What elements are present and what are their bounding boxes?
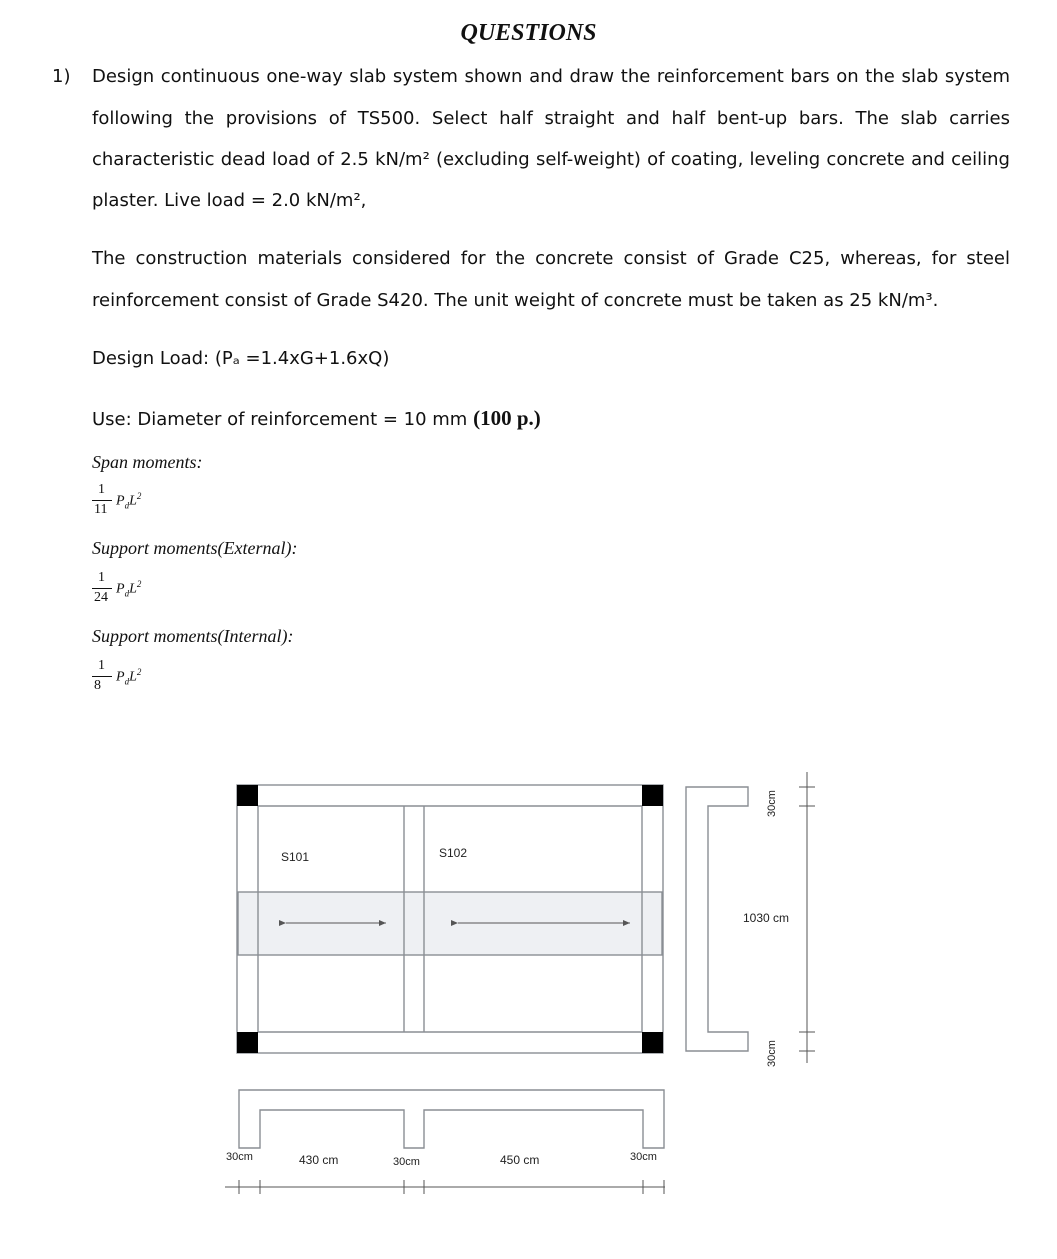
use-text: Use: Diameter of reinforcement = 10 mm [92,409,468,430]
external-num: 1 [98,570,105,585]
question-line-1: Design continuous one-way slab system shown and draw the reinforcement bars on the slab system [92,66,1010,87]
slab-label-s102: S102 [439,846,468,860]
span-moments-label: Span moments: [92,452,203,472]
dim-vertical-bottom: 30cm [766,1040,778,1067]
external-den: 24 [94,590,108,605]
design-load: Design Load: (Pₐ =1.4xG+1.6xQ) [92,348,390,369]
column-bottom-right [642,1032,663,1053]
dim-span2: 450 cm [500,1153,540,1167]
internal-moments-label: Support moments(Internal): [92,626,294,646]
dim-col2: 30cm [393,1156,420,1168]
external-expr: $P_dL^2$ [116,579,142,599]
horizontal-section-profile [239,1090,664,1148]
materials-line-1: The construction materials considered for the concrete consist of Grade C25, whereas, for steel [92,248,1010,269]
dim-vertical-total: 1030 cm [743,911,790,925]
dim-col1: 30cm [226,1151,253,1163]
page-title: QUESTIONS [460,20,597,46]
span-den: 11 [94,502,108,517]
materials-line-2: reinforcement consist of Grade S420. The unit weight of concrete must be taken as 25 kN/m³. [92,290,939,311]
dim-col3: 30cm [630,1151,657,1163]
question-line-4: plaster. Live load = 2.0 kN/m², [92,190,367,211]
dim-vertical-top: 30cm [766,790,778,817]
column-bottom-left [237,1032,258,1053]
slab-label-s101: S101 [281,850,310,864]
internal-den: 8 [94,678,101,693]
dim-span1: 430 cm [299,1153,339,1167]
question-number: 1) [52,66,71,87]
column-top-right [642,785,663,806]
span-expr: $P_dL^2$ [116,491,142,511]
span-num: 1 [98,482,105,497]
points: (100 p.) [473,406,541,430]
internal-expr: $P_dL^2$ [116,667,142,687]
external-moments-label: Support moments(External): [92,538,298,558]
vertical-section-profile [686,787,748,1051]
column-top-left [237,785,258,806]
question-line-2: following the provisions of TS500. Select half straight and half bent-up bars. The slab carries [92,108,1010,129]
internal-num: 1 [98,658,105,673]
question-line-3: characteristic dead load of 2.5 kN/m² (excluding self-weight) of coating, leveling concrete and ceiling [92,149,1010,170]
